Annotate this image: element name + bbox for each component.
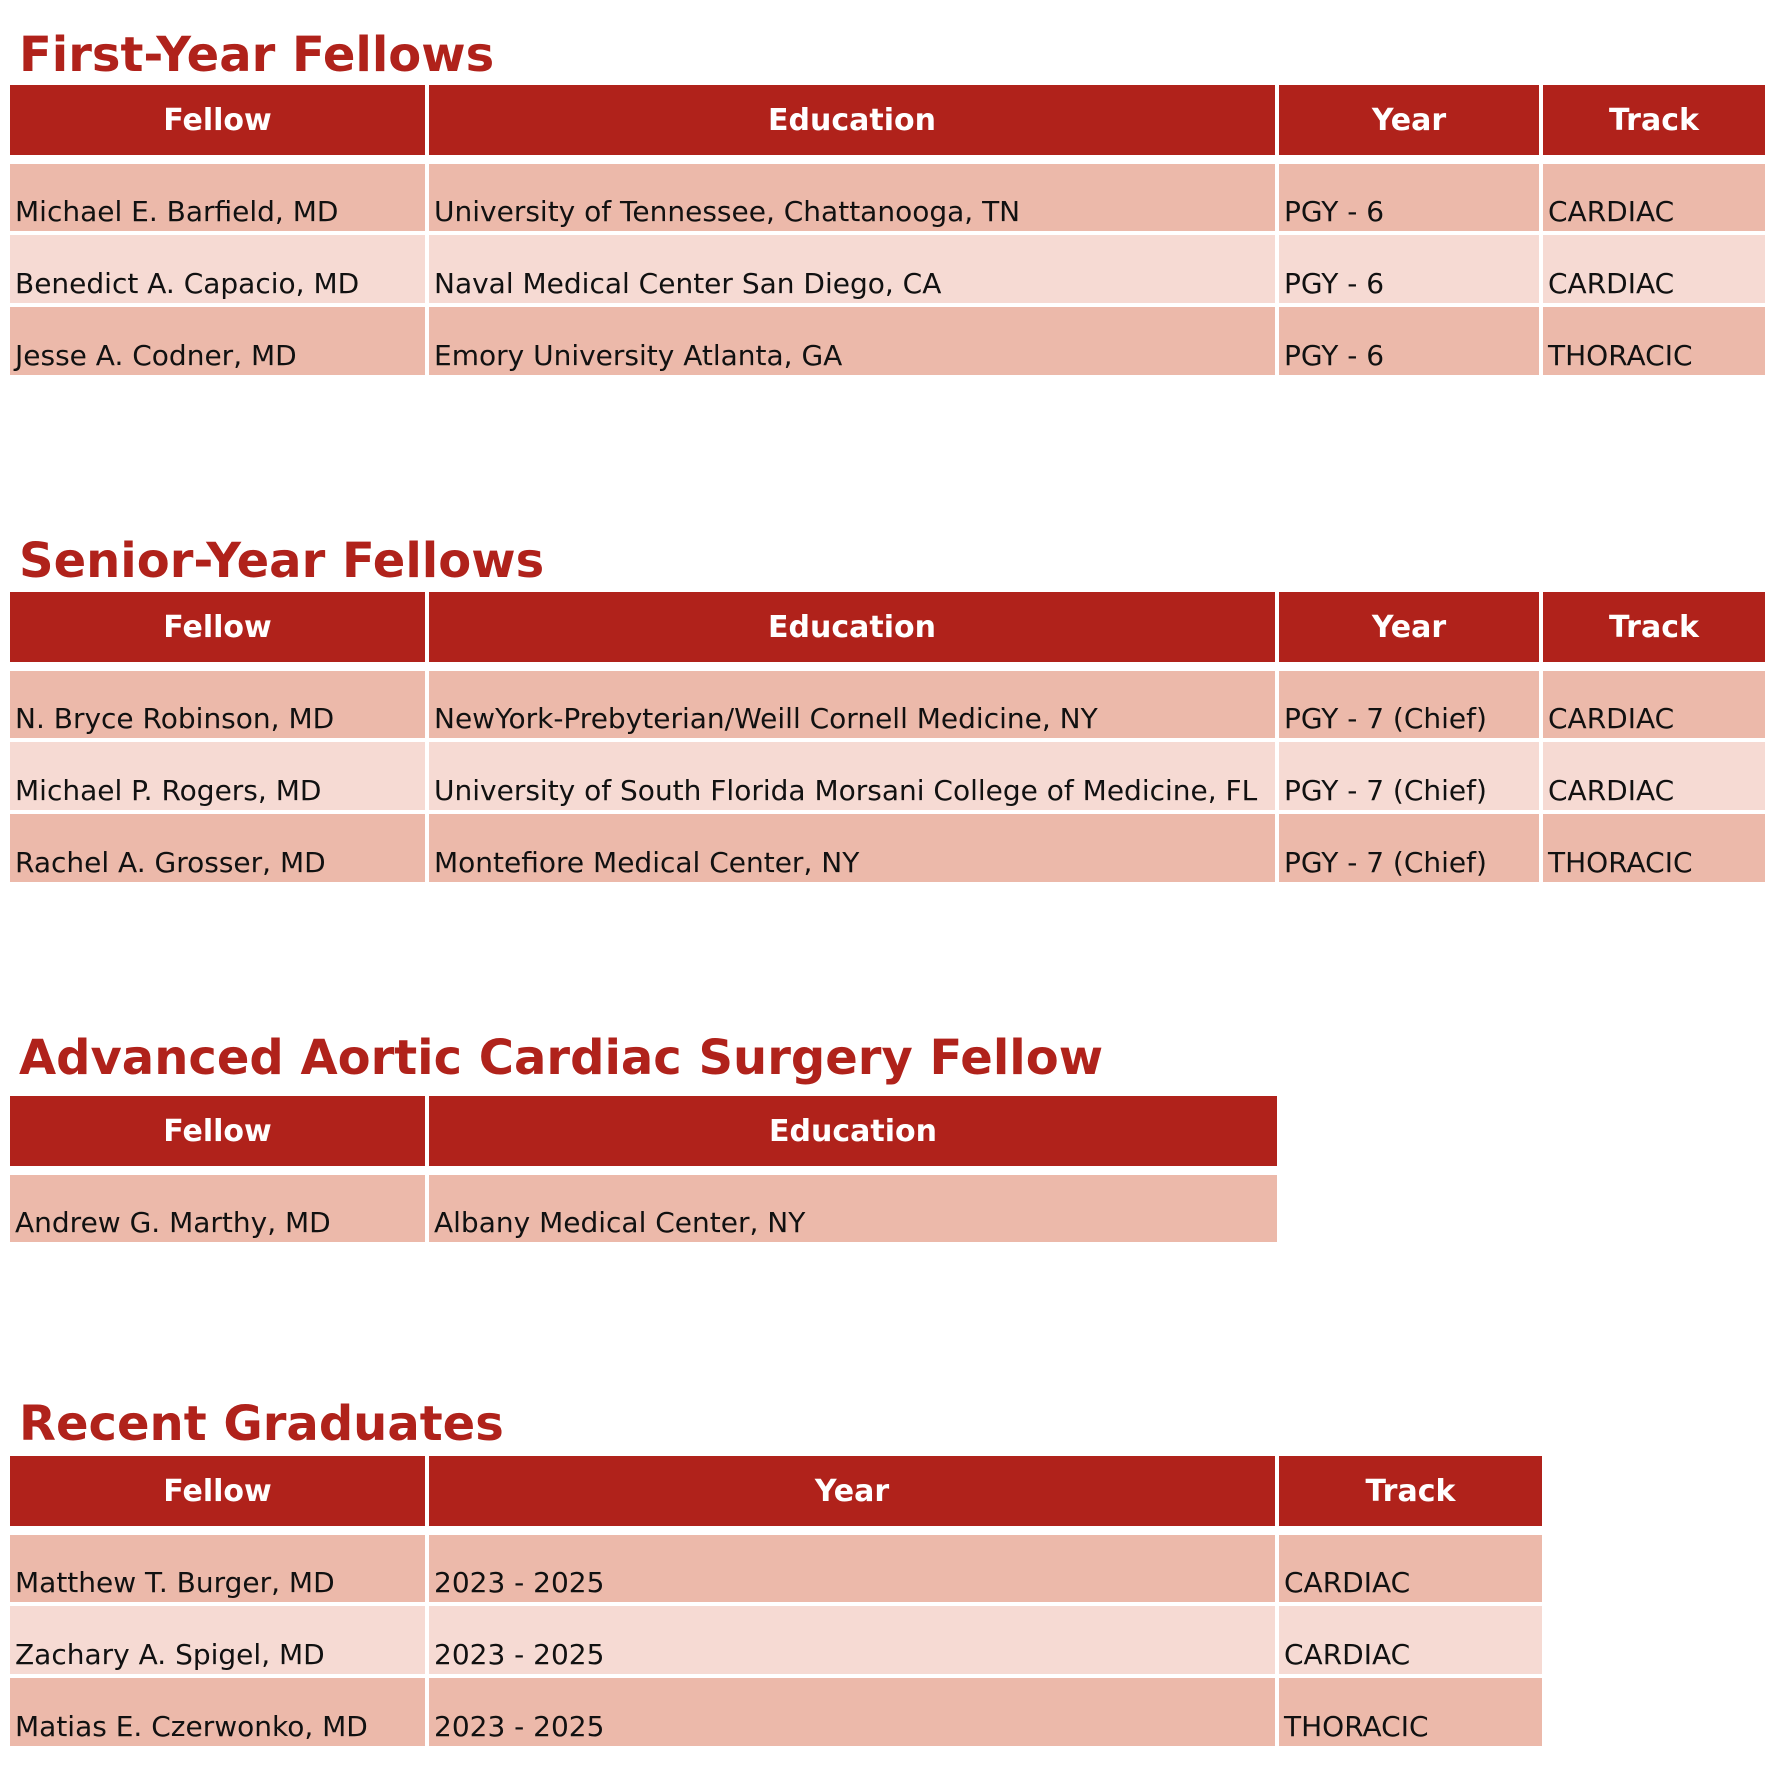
cell-year: 2023 - 2025 <box>429 1606 1275 1674</box>
cell-education: University of Tennessee, Chattanooga, TN <box>429 164 1275 231</box>
first-year-title: First-Year Fellows <box>19 27 495 83</box>
cell-track: THORACIC <box>1543 814 1765 882</box>
cell-year: PGY - 7 (Chief) <box>1279 671 1539 738</box>
header-track: Track <box>1543 592 1765 662</box>
header-year: Year <box>1279 592 1539 662</box>
cell-track: CARDIAC <box>1543 671 1765 738</box>
cell-fellow: Michael P. Rogers, MD <box>10 742 425 810</box>
cell-fellow: Benedict A. Capacio, MD <box>10 235 425 303</box>
cell-year: 2023 - 2025 <box>429 1678 1275 1746</box>
header-year: Year <box>429 1456 1275 1526</box>
cell-fellow: Michael E. Barfield, MD <box>10 164 425 231</box>
cell-education: Naval Medical Center San Diego, CA <box>429 235 1275 303</box>
header-year: Year <box>1279 85 1539 155</box>
cell-fellow: Matthew T. Burger, MD <box>10 1535 425 1602</box>
header-education: Education <box>429 85 1275 155</box>
cell-track: CARDIAC <box>1543 235 1765 303</box>
header-fellow: Fellow <box>10 1096 425 1166</box>
cell-fellow: Andrew G. Marthy, MD <box>10 1175 425 1242</box>
cell-track: CARDIAC <box>1279 1535 1542 1602</box>
cell-year: 2023 - 2025 <box>429 1535 1275 1602</box>
header-education: Education <box>429 1096 1277 1166</box>
advanced-aortic-title: Advanced Aortic Cardiac Surgery Fellow <box>19 1030 1104 1086</box>
cell-year: PGY - 7 (Chief) <box>1279 814 1539 882</box>
cell-track: THORACIC <box>1543 307 1765 375</box>
recent-graduates-title: Recent Graduates <box>19 1396 504 1452</box>
header-fellow: Fellow <box>10 85 425 155</box>
cell-education: Emory University Atlanta, GA <box>429 307 1275 375</box>
cell-fellow: Jesse A. Codner, MD <box>10 307 425 375</box>
header-track: Track <box>1543 85 1765 155</box>
cell-year: PGY - 7 (Chief) <box>1279 742 1539 810</box>
senior-year-title: Senior-Year Fellows <box>19 533 545 589</box>
cell-year: PGY - 6 <box>1279 307 1539 375</box>
cell-year: PGY - 6 <box>1279 164 1539 231</box>
cell-education: University of South Florida Morsani College of Medicine, FL <box>429 742 1275 810</box>
cell-track: THORACIC <box>1279 1678 1542 1746</box>
header-track: Track <box>1279 1456 1542 1526</box>
cell-track: CARDIAC <box>1543 742 1765 810</box>
cell-track: CARDIAC <box>1543 164 1765 231</box>
cell-fellow: Matias E. Czerwonko, MD <box>10 1678 425 1746</box>
cell-education: NewYork-Prebyterian/Weill Cornell Medicine, NY <box>429 671 1275 738</box>
header-fellow: Fellow <box>10 592 425 662</box>
cell-fellow: Rachel A. Grosser, MD <box>10 814 425 882</box>
cell-education: Albany Medical Center, NY <box>429 1175 1277 1242</box>
header-education: Education <box>429 592 1275 662</box>
cell-education: Montefiore Medical Center, NY <box>429 814 1275 882</box>
header-fellow: Fellow <box>10 1456 425 1526</box>
cell-fellow: N. Bryce Robinson, MD <box>10 671 425 738</box>
cell-fellow: Zachary A. Spigel, MD <box>10 1606 425 1674</box>
cell-year: PGY - 6 <box>1279 235 1539 303</box>
cell-track: CARDIAC <box>1279 1606 1542 1674</box>
